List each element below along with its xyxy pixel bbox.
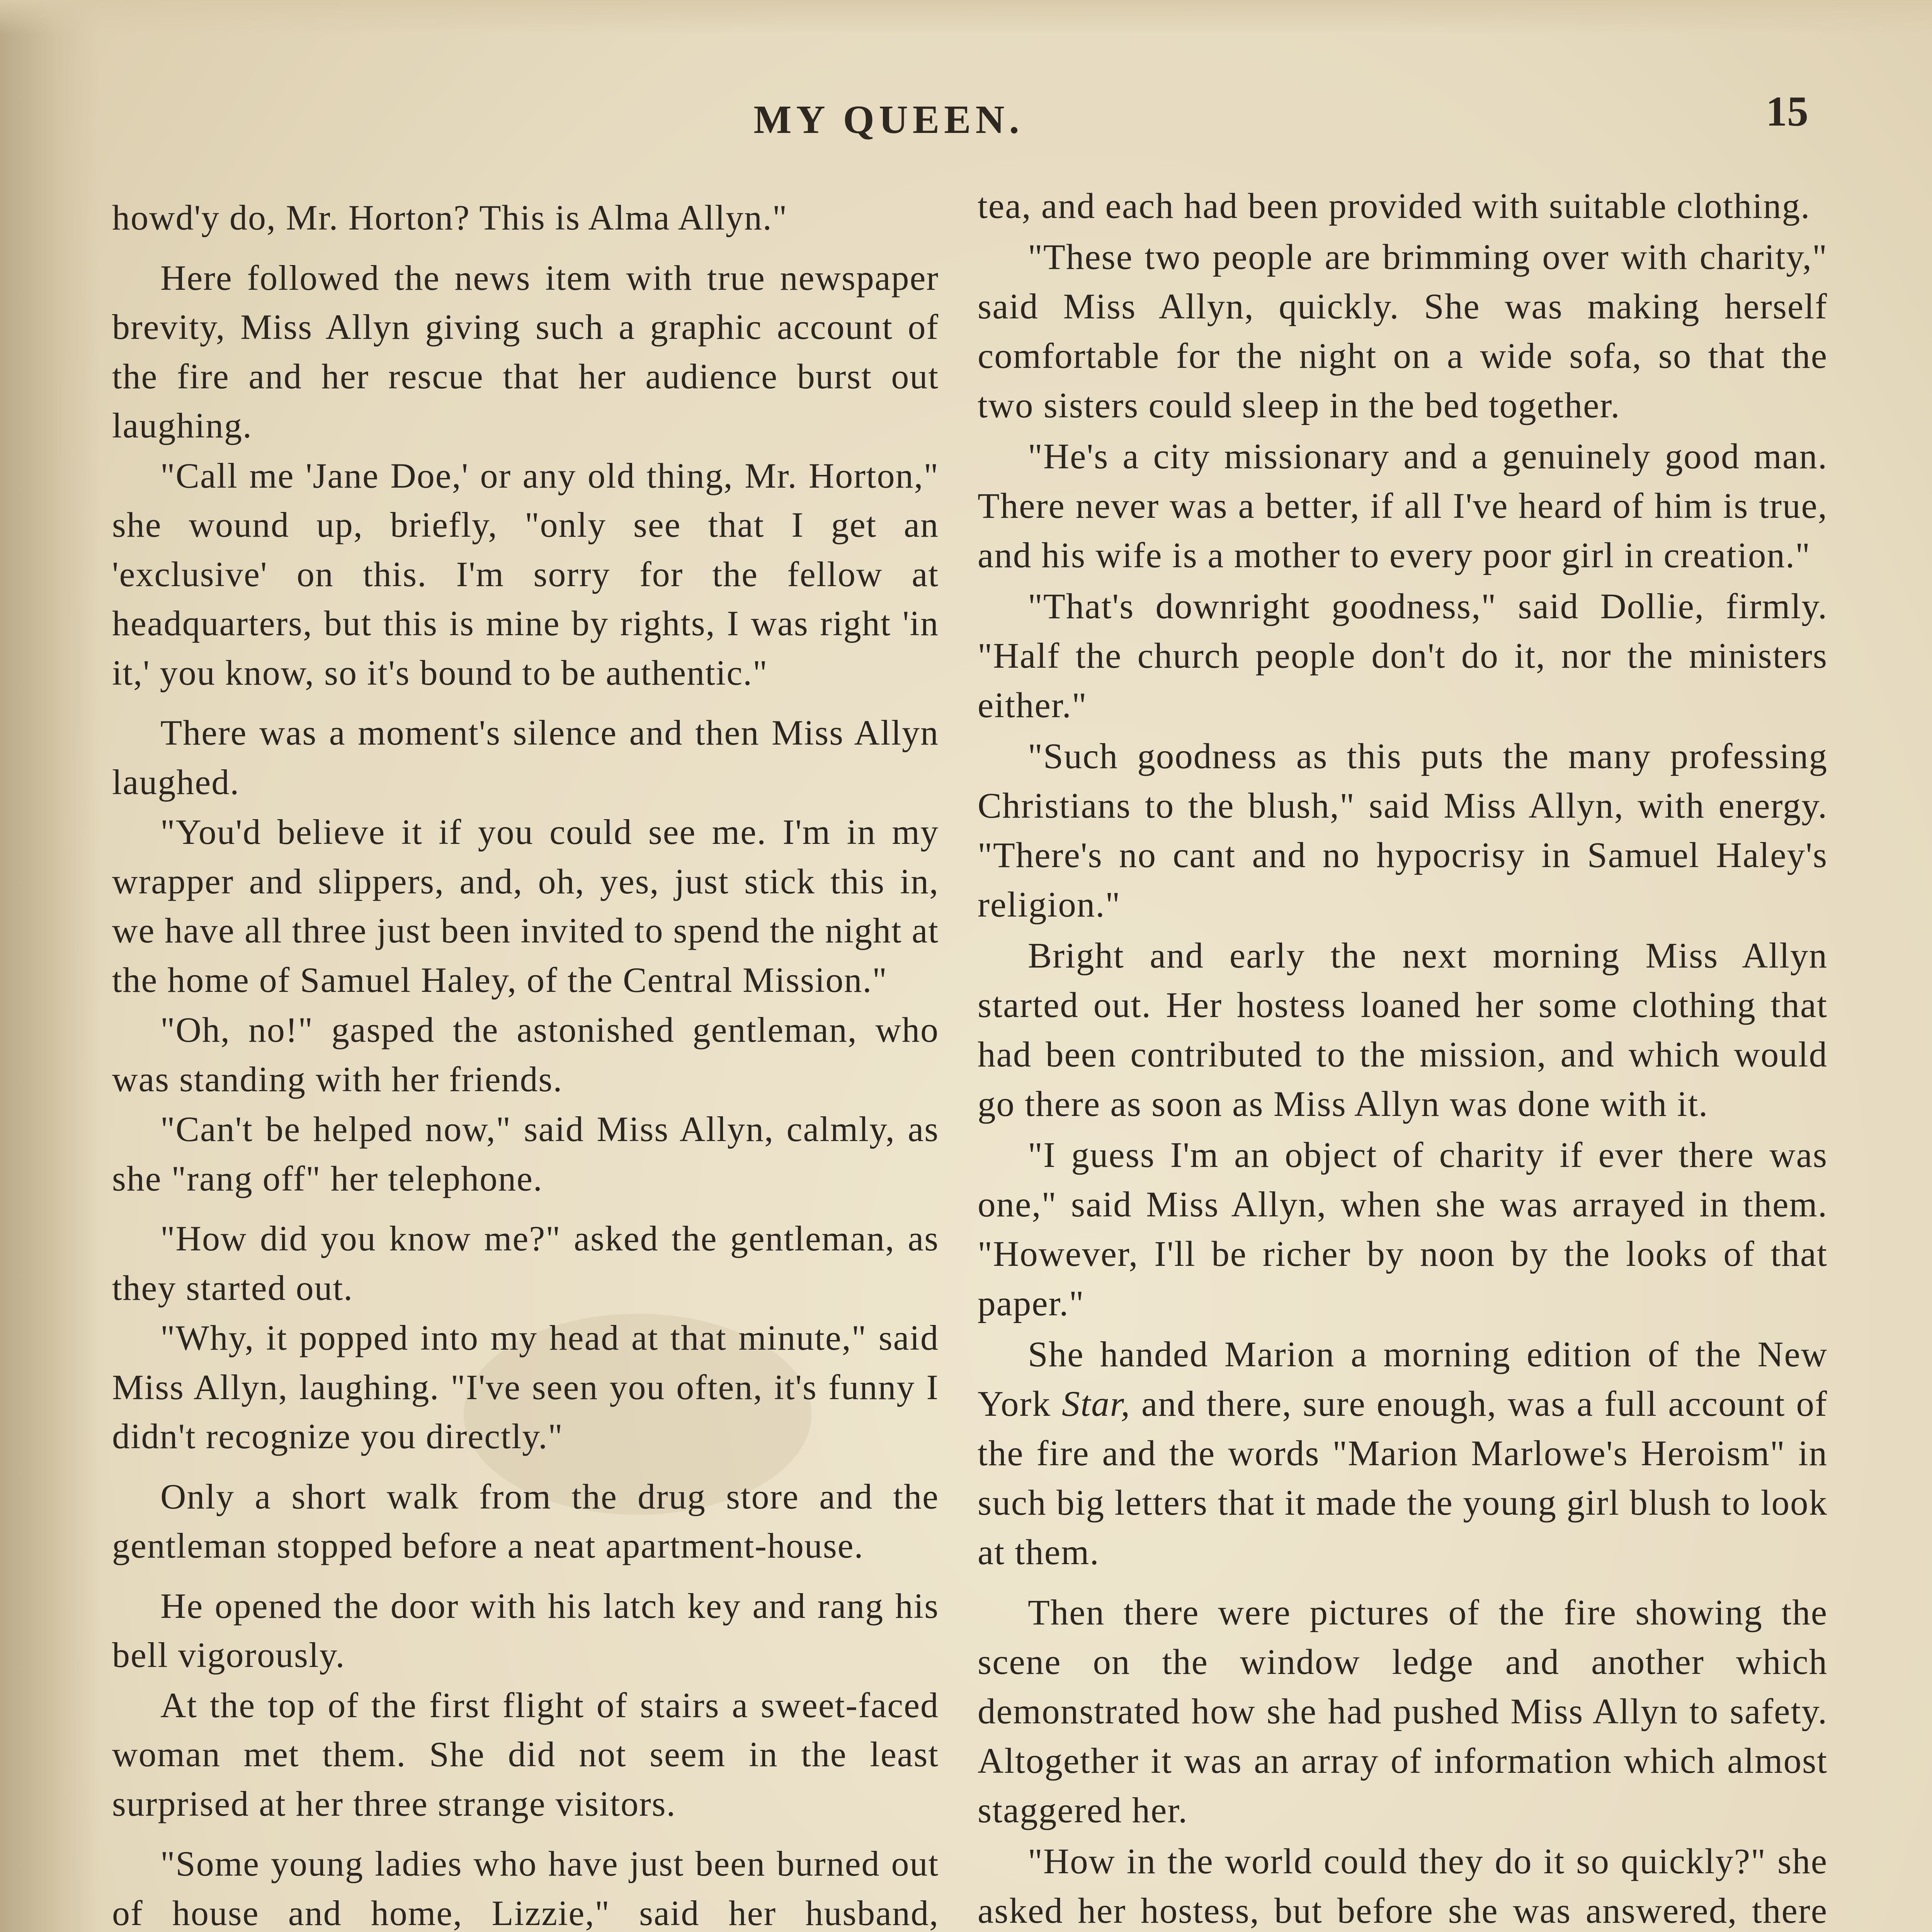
- paragraph: Then there were pictures of the fire showing the scene on the window ledge and another which demonstrated how she had pushed Miss Allyn to safety. Altogether it was an array of information which almost staggered her.: [978, 1593, 1828, 1830]
- paragraph: He opened the door with his latch key and rang his bell vigorously.: [112, 1586, 939, 1675]
- page-number: 15: [1766, 88, 1808, 135]
- paragraph: "These two people are brimming over with charity," said Miss Allyn, quickly. She was making herself comfortable for the night on a wide sofa, so that the two sisters could sleep in the bed together.: [978, 237, 1828, 425]
- paragraph: "Can't be helped now," said Miss Allyn, calmly, as she "rang off" her telephone.: [112, 1109, 939, 1198]
- right-text-column: [978, 182, 1828, 1932]
- paragraph: "How did you know me?" asked the gentleman, as they started out.: [112, 1219, 939, 1308]
- page-spine-shadow: [0, 0, 100, 1932]
- paragraph-text: She handed Marion a morning edition of the New York: [978, 1335, 1828, 1424]
- paragraph: "He's a city missionary and a genuinely good man. There never was a better, if all I've heard of him is true, and his wife is a mother to every poor girl in creation.": [978, 437, 1828, 575]
- paragraph: "Why, it popped into my head at that minute," said Miss Allyn, laughing. "I've seen you often, it's funny I didn't recognize you directly.": [112, 1318, 939, 1456]
- page-top-edge: [0, 0, 1932, 35]
- paragraph-text: and there, sure enough, was a full account of the fire and the words "Marion Marlowe's Heroism" in such big letters that it made the young girl blush to look at them.: [978, 1384, 1828, 1572]
- paragraph: Bright and early the next morning Miss Allyn started out. Her hostess loaned her some clothing that had been contributed to the mission, and which would go there as soon as Miss Allyn was done with it.: [978, 936, 1828, 1124]
- paragraph: [978, 1330, 1828, 1577]
- paragraph: "Call me 'Jane Doe,' or any old thing, Mr. Horton," she wound up, briefly, "only see that I get an 'exclusive' on this. I'm sorry for the fellow at headquarters, but this is mine by rights, I was right 'in it,' you know, so it's bound to be authentic.": [112, 456, 939, 692]
- paragraph: tea, and each had been provided with suitable clothing.: [978, 186, 1811, 226]
- newspaper-title: Star,: [1061, 1384, 1131, 1424]
- paragraph: At the top of the first flight of stairs a sweet-faced woman met them. She did not seem in the least surprised at her three strange visitors.: [112, 1685, 939, 1823]
- paragraph: "That's downright goodness," said Dollie, firmly. "Half the church people don't do it, nor the ministers either.": [978, 587, 1828, 725]
- paragraph: "I guess I'm an object of charity if ever there was one," said Miss Allyn, when she was arrayed in them. "However, I'll be richer by noon by the looks of that paper.": [978, 1135, 1828, 1323]
- paragraph: "Such goodness as this puts the many professing Christians to the blush," said Miss Allyn, with energy. "There's no cant and no hypocrisy in Samuel Haley's religion.": [978, 736, 1828, 925]
- paragraph: Only a short walk from the drug store and the gentleman stopped before a neat apartment-house.: [112, 1476, 939, 1565]
- paragraph: "How in the world could they do it so quickly?" she asked her hostess, but before she was answered, there: [978, 1842, 1828, 1931]
- left-text-column: [112, 193, 939, 1932]
- paragraph: howd'y do, Mr. Horton? This is Alma Allyn.": [112, 198, 788, 237]
- paragraph: "You'd believe it if you could see me. I'm in my wrapper and slippers, and, oh, yes, just stick this in, we have all three just been invited to spend the night at the home of Samuel Haley, of the Central Mission.": [112, 812, 939, 1000]
- paragraph: Here followed the news item with true newspaper brevity, Miss Allyn giving such a graphic account of the fire and her rescue that her audience burst out laughing.: [112, 258, 939, 445]
- paragraph: "Some young ladies who have just been burned out of house and home, Lizzie," said her husband,: [112, 1844, 939, 1932]
- paragraph: There was a moment's silence and then Miss Allyn laughed.: [112, 713, 939, 802]
- running-title: MY QUEEN.: [753, 97, 1024, 142]
- paragraph: "Oh, no!" gasped the astonished gentleman, who was standing with her friends.: [112, 1010, 939, 1099]
